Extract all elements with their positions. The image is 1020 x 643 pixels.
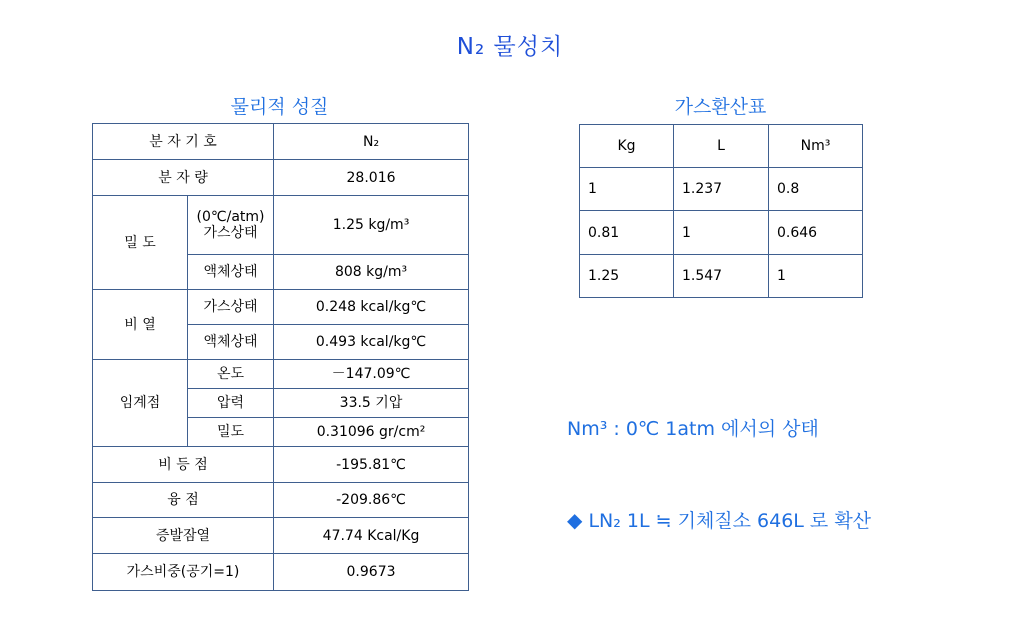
boiling-point-value: -195.81℃ <box>274 447 469 483</box>
table-row <box>93 518 469 554</box>
latent-heat-label: 증발잠열 <box>93 518 274 554</box>
melting-point-label: 융 점 <box>93 483 274 518</box>
table-row <box>93 483 469 518</box>
column-header-kg: Kg <box>580 125 674 168</box>
gas-specific-gravity-label: 가스비중(공기=1) <box>93 554 274 591</box>
critical-pressure-value: 33.5 기압 <box>274 389 469 418</box>
table-cell: 1 <box>580 168 674 211</box>
specific-heat-liquid-sub: 액체상태 <box>188 325 274 360</box>
molecular-weight-label: 분 자 량 <box>93 160 274 196</box>
table-row <box>93 196 469 255</box>
molecular-symbol-value: N₂ <box>274 124 469 160</box>
density-liquid-sub: 액체상태 <box>188 255 274 290</box>
critical-point-label: 임계점 <box>93 360 188 447</box>
critical-temp-value: －147.09℃ <box>274 360 469 389</box>
ln2-expansion-text: LN₂ 1L ≒ 기체질소 646L 로 확산 <box>588 510 872 532</box>
table-row <box>580 211 863 255</box>
specific-heat-label: 비 열 <box>93 290 188 360</box>
table-row <box>93 290 469 325</box>
table-row <box>93 554 469 591</box>
page-title: N₂ 물성치 <box>456 34 564 60</box>
density-gas-value: 1.25 kg/m³ <box>274 196 469 255</box>
table-cell: 0.81 <box>580 211 674 255</box>
gas-conversion-heading: 가스환산표 <box>674 96 767 118</box>
boiling-point-label: 비 등 점 <box>93 447 274 483</box>
nm3-definition-note: Nm³ : 0℃ 1atm 에서의 상태 <box>567 418 819 440</box>
table-row <box>93 160 469 196</box>
diamond-bullet-icon: ◆ <box>567 508 583 532</box>
table-row <box>580 255 863 298</box>
table-cell: 1.25 <box>580 255 674 298</box>
specific-heat-liquid-value: 0.493 kcal/kg℃ <box>274 325 469 360</box>
physical-properties-heading: 물리적 성질 <box>230 96 329 118</box>
critical-temp-sub: 온도 <box>188 360 274 389</box>
melting-point-value: -209.86℃ <box>274 483 469 518</box>
table-row <box>580 168 863 211</box>
critical-density-sub: 밀도 <box>188 418 274 447</box>
table-cell: 1.547 <box>674 255 769 298</box>
density-label: 밀 도 <box>93 196 188 290</box>
critical-pressure-sub: 압력 <box>188 389 274 418</box>
density-liquid-value: 808 kg/m³ <box>274 255 469 290</box>
table-cell: 1.237 <box>674 168 769 211</box>
table-cell: 0.8 <box>769 168 863 211</box>
table-cell: 1 <box>674 211 769 255</box>
column-header-l: L <box>674 125 769 168</box>
table-header-row <box>580 125 863 168</box>
gas-conversion-table <box>579 124 863 298</box>
latent-heat-value: 47.74 Kcal/Kg <box>274 518 469 554</box>
density-gas-sub: (0℃/atm) 가스상태 <box>188 196 274 255</box>
physical-properties-table <box>92 123 469 591</box>
table-row <box>93 360 469 389</box>
specific-heat-gas-value: 0.248 kcal/kg℃ <box>274 290 469 325</box>
molecular-symbol-label: 분 자 기 호 <box>93 124 274 160</box>
table-cell: 0.646 <box>769 211 863 255</box>
column-header-nm3: Nm³ <box>769 125 863 168</box>
table-cell: 1 <box>769 255 863 298</box>
table-row <box>93 124 469 160</box>
ln2-expansion-note <box>567 506 871 533</box>
table-row <box>93 447 469 483</box>
gas-specific-gravity-value: 0.9673 <box>274 554 469 591</box>
specific-heat-gas-sub: 가스상태 <box>188 290 274 325</box>
critical-density-value: 0.31096 gr/cm² <box>274 418 469 447</box>
molecular-weight-value: 28.016 <box>274 160 469 196</box>
